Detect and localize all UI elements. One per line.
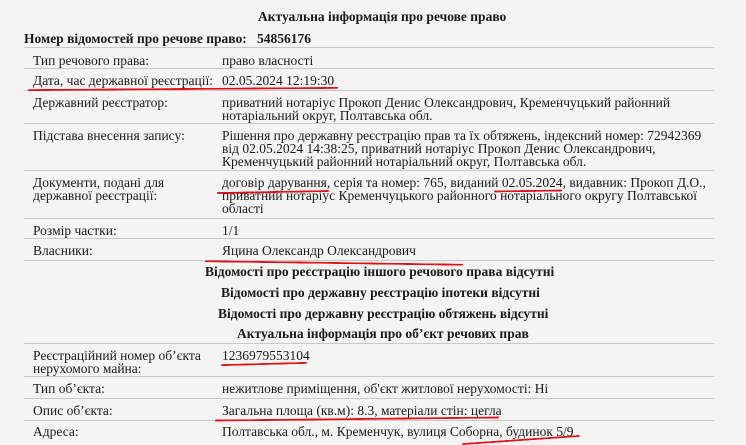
note-other-right: Відомості про реєстрацію іншого речового права відсутні [205,264,555,279]
row-divider [24,218,714,219]
row-divider [24,170,714,171]
documents-label-line: Документи, подані для [33,175,165,190]
object-type-label: Тип об’єкта: [33,381,105,396]
object-reg-number-label-line: нерухомого майна: [33,361,142,376]
row-divider [24,47,714,48]
row-divider [24,68,714,69]
documents-label-line: державної реєстрації: [33,188,158,203]
section-header-object: Актуальна інформація про об’єкт речових прав [237,326,529,341]
owners-label: Власники: [33,243,93,258]
object-reg-number-value: 1236979553104 [222,348,310,363]
share-value: 1/1 [222,223,240,238]
registrar-value-line: нотаріальний округ, Полтавська обл. [222,108,433,123]
address-value: Полтавська обл., м. Кременчук, вулиця Соборна, будинок 5/9 [222,424,574,439]
share-label: Розмір частки: [33,223,117,238]
record-number-value: 54856176 [257,31,311,46]
object-reg-number-label-line: Реєстраційний номер об’єкта [33,348,201,363]
documents-value-line: області [222,201,264,216]
address-label: Адреса: [33,424,79,439]
note-mortgage: Відомості про державну реєстрацію іпотеки відсутні [221,285,540,300]
registration-date-value: 02.05.2024 12:19:30 [222,73,335,88]
row-divider [24,260,714,261]
right-type-value: право власності [222,53,314,68]
right-type-label: Тип речового права: [33,53,149,68]
documents-value-line: договір дарування, серія та номер: 765, виданий 02.05.2024, видавник: Прокоп Д.О., [222,175,706,190]
basis-value-line: Кременчуцький районний нотаріальний округ, Полтавська обл. [222,154,587,169]
row-divider [24,420,714,421]
documents-value-line: приватний нотаріус Кременчуцького районного нотаріального округу Полтавської [222,188,697,203]
object-description-value: Загальна площа (кв.м): 8.3, матеріали стін: цегла [222,403,502,418]
registrar-label: Державний реєстратор: [33,95,168,110]
owners-value: Яцина Олександр Олександрович [222,243,416,258]
row-divider [24,376,714,377]
section-header-right: Актуальна інформація про речове право [258,9,507,24]
object-type-value: нежитлове приміщення, об'єкт житлової нерухомості: Ні [222,381,549,396]
row-divider [24,398,714,399]
basis-value-line: Рішення про державну реєстрацію прав та їх обтяжень, індексний номер: 72942369 [222,128,702,143]
registration-date-label: Дата, час державної реєстрації: [33,73,214,88]
basis-label: Підстава внесення запису: [33,128,185,143]
registrar-value-line: приватний нотаріус Прокоп Денис Олександрович, Кременчуцький районний [222,95,671,110]
basis-value-line: від 02.05.2024 14:38:25, приватний нотаріус Прокоп Денис Олександрович, [222,141,656,156]
row-divider [24,238,714,239]
row-divider [24,123,714,124]
row-divider [24,343,714,344]
record-number-label: Номер відомостей про речове право: [24,31,247,46]
note-encumbrance: Відомості про державну реєстрацію обтяжень відсутні [218,306,549,321]
object-description-label: Опис об’єкта: [33,403,113,418]
